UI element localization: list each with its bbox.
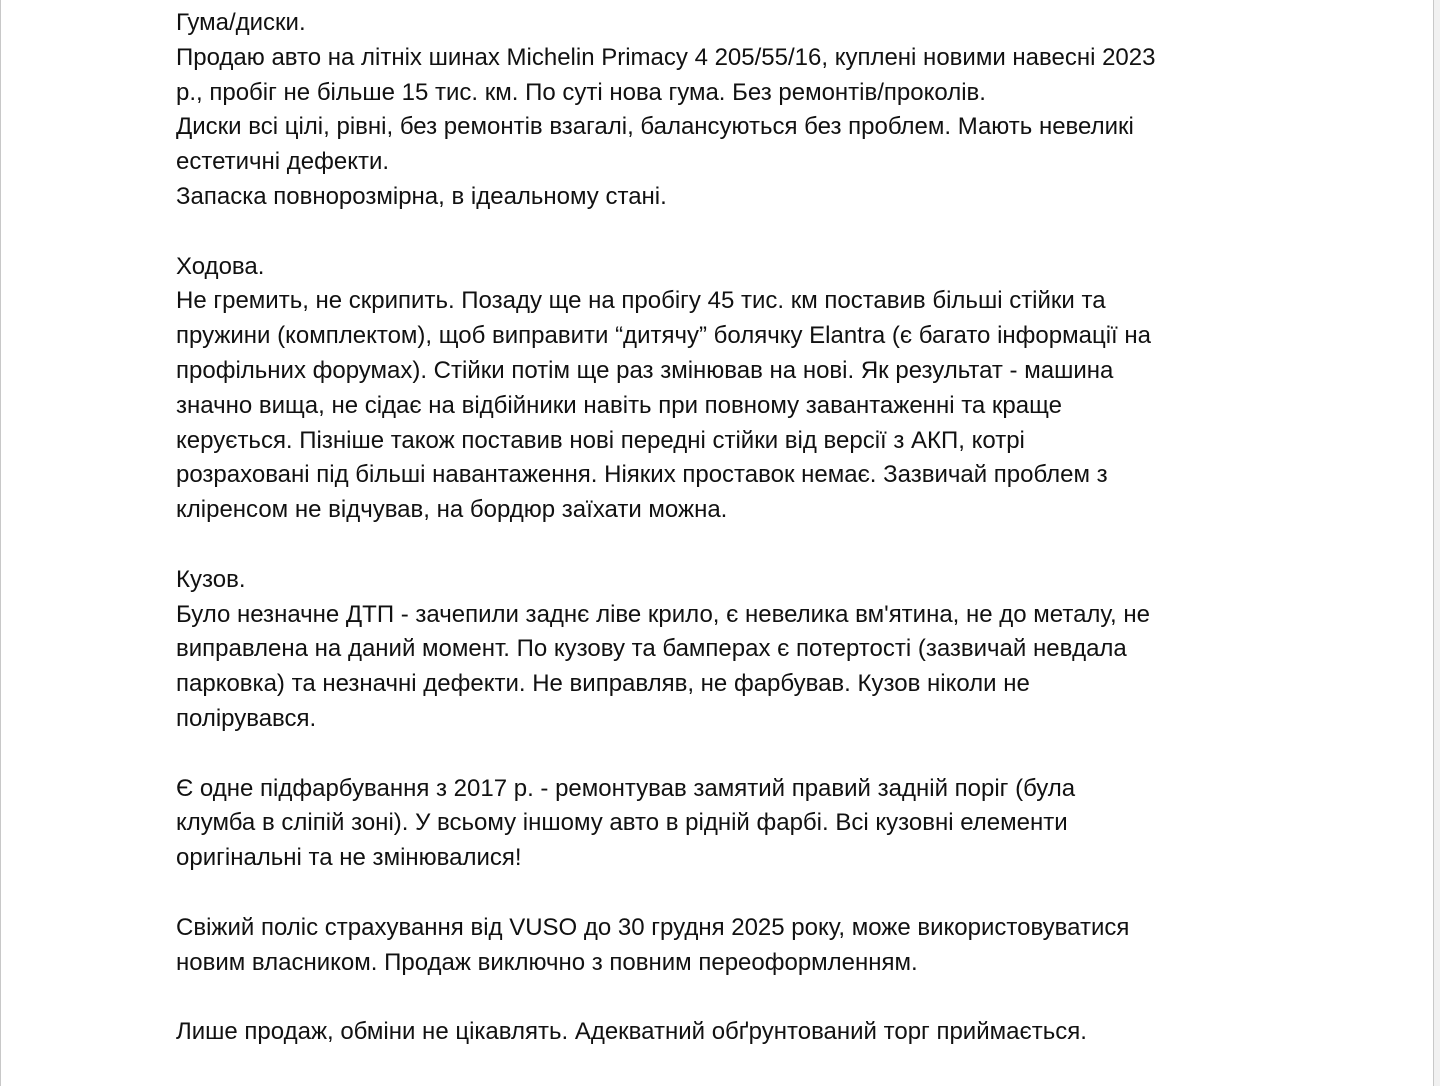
section-suspension bbox=[176, 250, 1276, 528]
text-line: Лише продаж, обміни не цікавлять. Адекватний обґрунтований торг приймається. bbox=[176, 1018, 1087, 1046]
text-line: Диски всі цілі, рівні, без ремонтів взагалі, балансуються без проблем. Мають невеликі bbox=[176, 113, 1134, 141]
text-line: Не гремить, не скрипить. Позаду ще на пробігу 45 тис. км поставив більші стійки та bbox=[176, 287, 1106, 315]
section-heading: Гума/диски. bbox=[176, 9, 306, 36]
text-line: Продаю авто на літніх шинах Michelin Primacy 4 205/55/16, куплені новими навесні 2023 bbox=[176, 43, 1156, 71]
text-line: Було незначне ДТП - зачепили заднє ліве крило, є невелика вм'ятина, не до металу, не bbox=[176, 600, 1150, 628]
section-insurance bbox=[176, 911, 1276, 981]
text-line: полірувався. bbox=[176, 704, 317, 732]
text-line: клумба в сліпій зоні). У всьому іншому авто в рідній фарбі. Всі кузовні елементи bbox=[176, 809, 1068, 837]
text-line: пружини (комплектом), щоб виправити “дитячу” болячку Elantra (є багато інформації на bbox=[176, 322, 1151, 350]
text-line: новим власником. Продаж виключно з повним переоформленням. bbox=[176, 948, 918, 976]
text-line: Запаска повнорозмірна, в ідеальному стані. bbox=[176, 182, 667, 210]
text-line: виправлена на даний момент. По кузову та бамперах є потертості (зазвичай невдала bbox=[176, 635, 1127, 663]
section-body bbox=[176, 563, 1276, 737]
text-line: керується. Пізніше також поставив нові передні стійки від версії з АКП, котрі bbox=[176, 426, 1025, 454]
section-heading: Ходова. bbox=[176, 252, 265, 280]
text-line: кліренсом не відчував, на бордюр заїхати можна. bbox=[176, 496, 728, 524]
text-line: значно вища, не сідає на відбійники навіть при повному завантаженні та краще bbox=[176, 391, 1062, 419]
text-line: парковка) та незначні дефекти. Не виправляв, не фарбував. Кузов ніколи не bbox=[176, 670, 1030, 698]
text-line: оригінальні та не змінювалися! bbox=[176, 844, 522, 872]
text-line: р., пробіг не більше 15 тис. км. По суті нова гума. Без ремонтів/проколів. bbox=[176, 78, 986, 106]
text-line: профільних форумах). Стійки потім ще раз змінював на нові. Як результат - машина bbox=[176, 356, 1114, 384]
text-line: Є одне підфарбування з 2017 р. - ремонтував замятий правий задній поріг (була bbox=[176, 774, 1076, 802]
section-sale-terms bbox=[176, 1015, 1276, 1050]
section-heading: Кузов. bbox=[176, 565, 246, 593]
text-line: Свіжий поліс страхування від VUSO до 30 грудня 2025 року, може використовуватися bbox=[176, 913, 1130, 941]
section-tires-wheels bbox=[176, 6, 1276, 215]
text-line: розраховані під більші навантаження. Ніяких проставок немає. Зазвичай проблем з bbox=[176, 461, 1108, 489]
text-line: естетичні дефекти. bbox=[176, 148, 390, 176]
listing-description bbox=[176, 6, 1276, 1085]
section-repaint bbox=[176, 772, 1276, 876]
